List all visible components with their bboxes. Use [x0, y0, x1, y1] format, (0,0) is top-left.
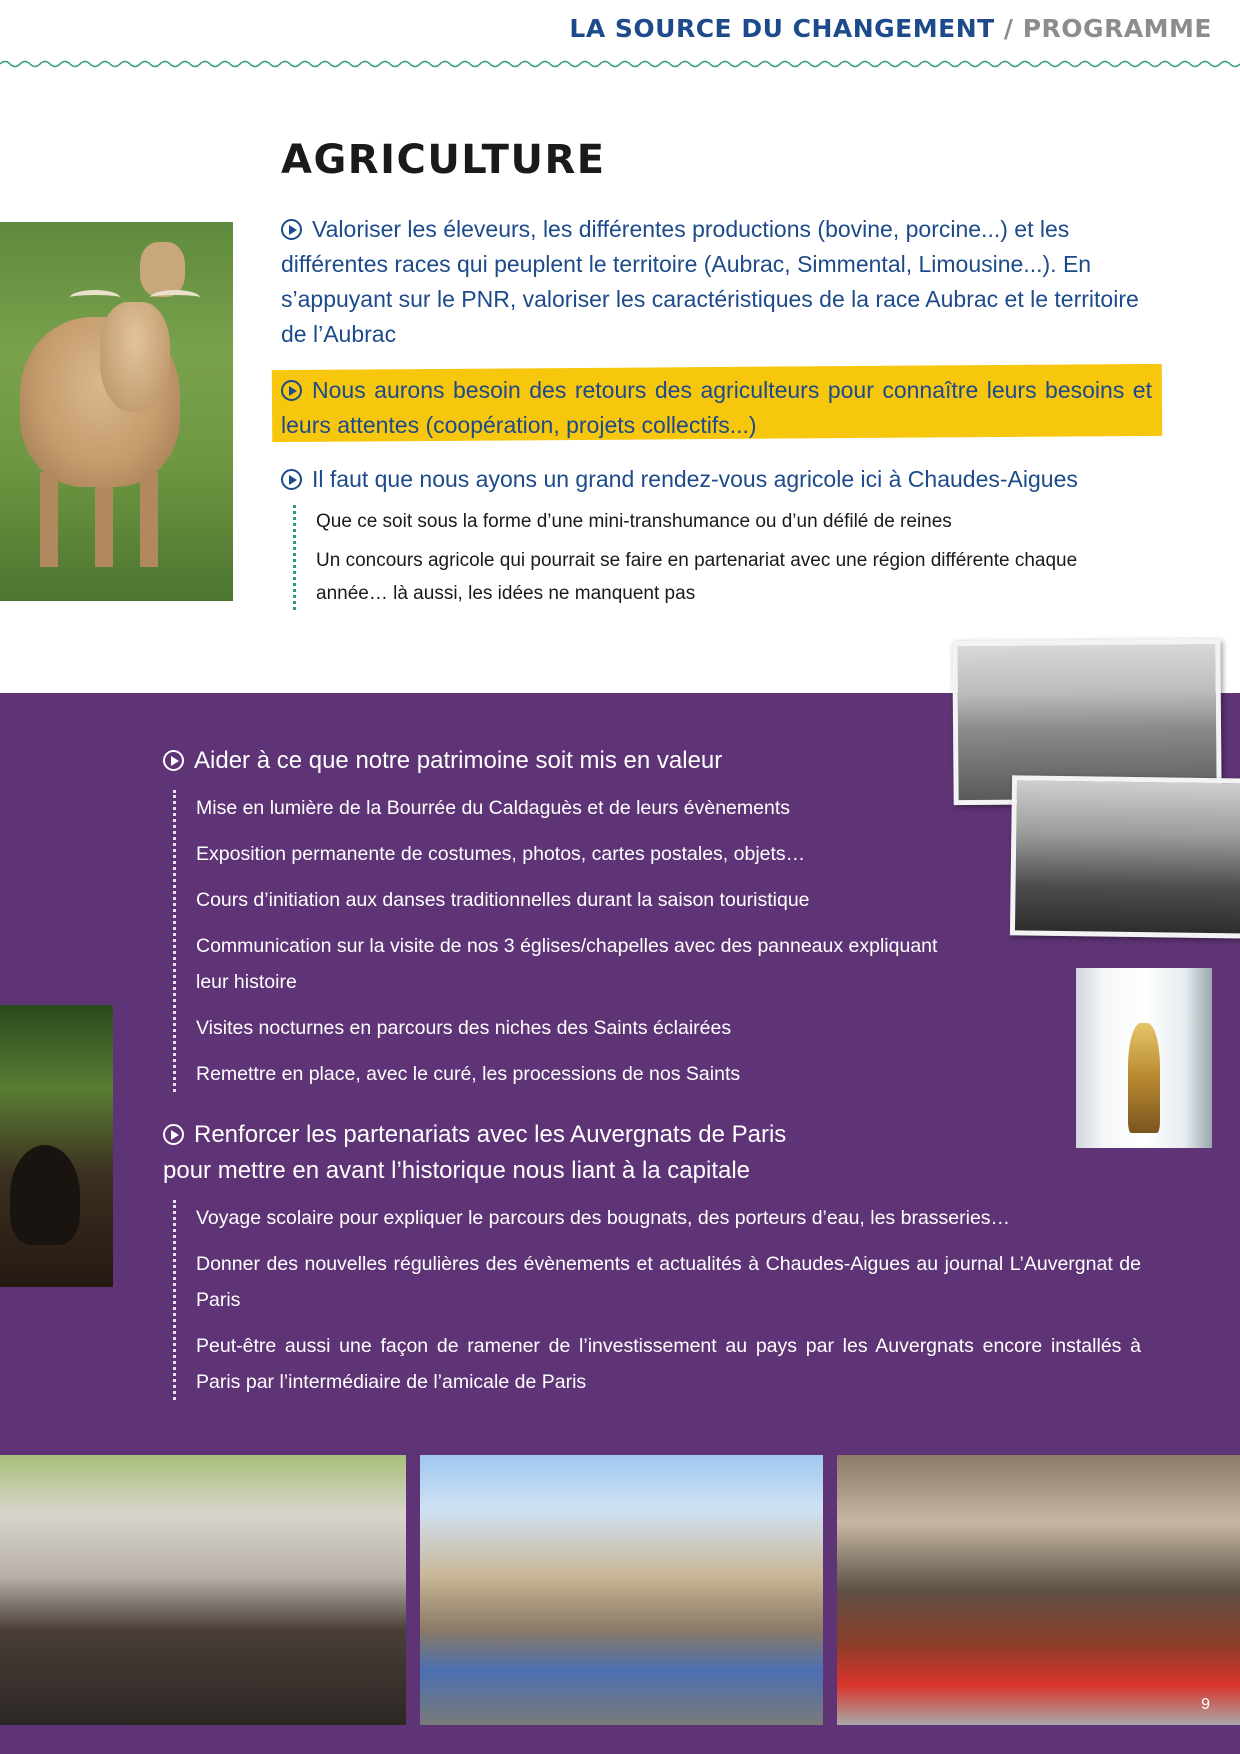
cow-photo	[0, 222, 233, 601]
background-cow	[140, 242, 185, 297]
list-item: Visites nocturnes en parcours des niches des Saints éclairées	[196, 1017, 732, 1039]
list-item: Que ce soit sous la forme d’une mini-transhumance ou d’un défilé de reines	[316, 511, 952, 532]
historic-photo-street	[1010, 775, 1240, 938]
header-separator: /	[994, 14, 1023, 43]
heritage-heading	[163, 743, 943, 779]
paris-list	[173, 1200, 1141, 1400]
running-header	[569, 14, 1212, 43]
list-item: Exposition permanente de costumes, photos, cartes postales, objets…	[196, 843, 806, 865]
play-circle-icon	[281, 219, 302, 240]
list-item: Remettre en place, avec le curé, les processions de nos Saints	[196, 1063, 741, 1085]
heritage-list	[173, 790, 956, 1092]
header-title: LA SOURCE DU CHANGEMENT	[569, 14, 995, 43]
play-circle-icon	[163, 750, 184, 771]
paris-heading-line1: Renforcer les partenariats avec les Auvergnats de Paris	[194, 1121, 787, 1148]
agri-point-2	[281, 373, 1152, 443]
list-item: Voyage scolaire pour expliquer le parcours des bougnats, des porteurs d’eau, les brasseries…	[196, 1207, 1011, 1229]
saint-niche-photo	[1076, 968, 1212, 1148]
list-item: Donner des nouvelles régulières des évènements et actualités à Chaudes-Aigues au journal L’Auvergnat de Paris	[196, 1253, 1141, 1311]
list-item: Peut-être aussi une façon de ramener de l’investissement au pays par les Auvergnats encore installés à Paris par l’intermédiaire de l’amicale de Paris	[196, 1335, 1141, 1393]
agri-point-1-text: Valoriser les éleveurs, les différentes productions (bovine, porcine...) et les différentes races qui peuplent le territoire (Aubrac, Simmental, Limousine...). En s’appuyant sur le PNR, valoriser les caractéristiques de la race Aubrac et le territoire de l’Aubrac	[281, 216, 1139, 347]
dance-performance-photo	[0, 1005, 113, 1287]
play-circle-icon	[281, 380, 302, 401]
agri-sub-list	[293, 505, 1146, 610]
festival-crowd-photo	[0, 1455, 406, 1725]
agri-point-1	[281, 212, 1152, 352]
header-wave-divider	[0, 58, 1240, 70]
list-item: Mise en lumière de la Bourrée du Caldaguès et de leurs évènements	[196, 797, 791, 819]
heritage-heading-text: Aider à ce que notre patrimoine soit mis en valeur	[194, 747, 723, 774]
section-title-agriculture: AGRICULTURE	[281, 137, 606, 183]
dancer-figure	[10, 1145, 80, 1245]
paris-heading	[163, 1117, 1063, 1189]
agri-point-2-text: Nous aurons besoin des retours des agriculteurs pour connaître leurs besoins et leurs attentes (coopération, projets collectifs...)	[281, 377, 1152, 438]
cow-horn	[70, 290, 120, 305]
cow-leg	[40, 472, 58, 567]
list-item: Un concours agricole qui pourrait se faire en partenariat avec une région différente chaque année… là aussi, les idées ne manquent pas	[316, 550, 1078, 604]
cow-leg	[140, 472, 158, 567]
cow-head	[100, 302, 170, 412]
agri-point-3-text: Il faut que nous ayons un grand rendez-vous agricole ici à Chaudes-Aigues	[312, 466, 1078, 492]
list-item: Cours d’initiation aux danses traditionnelles durant la saison touristique	[196, 889, 810, 911]
list-item: Communication sur la visite de nos 3 églises/chapelles avec des panneaux expliquant leur histoire	[196, 935, 938, 993]
classic-cars-brasserie-photo	[837, 1455, 1240, 1725]
play-circle-icon	[281, 469, 302, 490]
play-circle-icon	[163, 1124, 184, 1145]
statue-figure	[1128, 1023, 1160, 1133]
cow-horn	[150, 290, 200, 305]
paris-heading-line2: pour mettre en avant l’historique nous liant à la capitale	[163, 1157, 751, 1184]
cycling-team-photo	[420, 1455, 823, 1725]
page-number: 9	[1201, 1696, 1210, 1713]
agri-point-3	[281, 462, 1152, 497]
header-section: PROGRAMME	[1022, 14, 1212, 43]
